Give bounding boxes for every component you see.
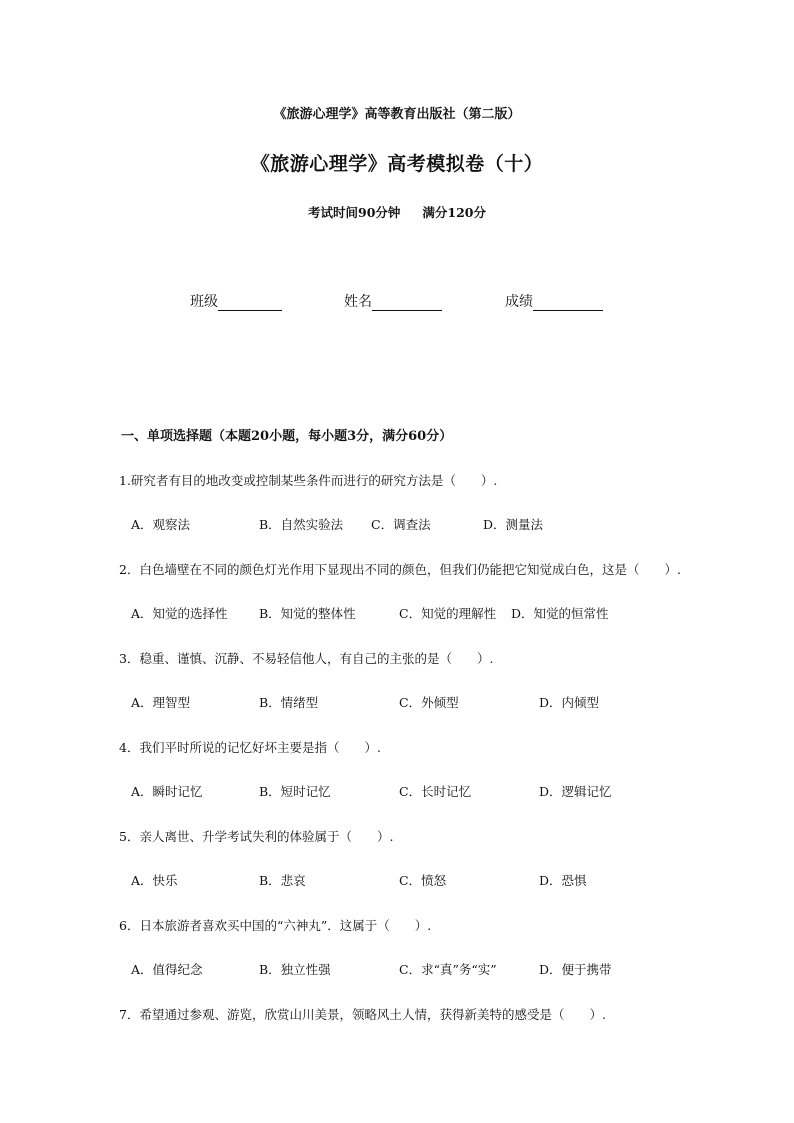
option-d[interactable]: D．知觉的恒常性 bbox=[511, 606, 609, 621]
section-heading: 一、单项选择题（本题20小题，每小题3分，满分60分） bbox=[121, 429, 453, 444]
option-d[interactable]: D．内倾型 bbox=[539, 695, 600, 710]
option-d[interactable]: D．便于携带 bbox=[539, 962, 612, 977]
question-7: 7．希望通过参观、游览，欣赏山川美景，领略风土人情，获得新美特的感受是（ ）. bbox=[119, 1007, 606, 1022]
name-field bbox=[344, 291, 442, 311]
question-5: 5．亲人离世、升学考试失利的体验属于（ ）. bbox=[119, 829, 394, 844]
option-b[interactable]: B．短时记忆 bbox=[259, 784, 331, 799]
exam-info bbox=[0, 203, 794, 221]
question-6: 6．日本旅游者喜欢买中国的“六神丸”．这属于（ ）. bbox=[119, 918, 432, 933]
option-b[interactable]: B．独立性强 bbox=[259, 962, 331, 977]
option-a[interactable]: A．快乐 bbox=[131, 873, 178, 888]
question-1: 1.研究者有目的地改变或控制某些条件而进行的研究方法是（ ）. bbox=[119, 473, 498, 488]
class-field bbox=[190, 291, 282, 311]
score-blank[interactable] bbox=[533, 295, 603, 311]
option-c[interactable]: C．调查法 bbox=[371, 517, 431, 532]
question-3: 3．稳重、谨慎、沉静、不易轻信他人，有自己的主张的是（ ）. bbox=[119, 651, 494, 666]
option-a[interactable]: A．值得纪念 bbox=[131, 962, 203, 977]
option-b[interactable]: B．情绪型 bbox=[259, 695, 319, 710]
score-field bbox=[505, 291, 603, 311]
question-2: 2．白色墙壁在不同的颜色灯光作用下显现出不同的颜色，但我们仍能把它知觉成白色，这是（ ）. bbox=[119, 562, 681, 577]
question-6-options bbox=[131, 960, 691, 978]
option-c[interactable]: C．外倾型 bbox=[399, 695, 459, 710]
question-3-options bbox=[131, 693, 691, 711]
publisher-line: 《旅游心理学》高等教育出版社（第二版） bbox=[273, 107, 521, 122]
option-d[interactable]: D．测量法 bbox=[483, 517, 544, 532]
class-blank[interactable] bbox=[218, 295, 282, 311]
option-c[interactable]: C．长时记忆 bbox=[399, 784, 472, 799]
full-score: 满分120分 bbox=[422, 205, 486, 220]
student-info-fields bbox=[0, 291, 794, 311]
question-2-options bbox=[131, 604, 691, 622]
option-a[interactable]: A．知觉的选择性 bbox=[131, 606, 228, 621]
option-b[interactable]: B．知觉的整体性 bbox=[259, 606, 356, 621]
option-d[interactable]: D．逻辑记忆 bbox=[539, 784, 612, 799]
option-c[interactable]: C．知觉的理解性 bbox=[399, 606, 497, 621]
question-4: 4．我们平时所说的记忆好坏主要是指（ ）. bbox=[119, 740, 381, 755]
name-blank[interactable] bbox=[372, 295, 442, 311]
question-1-options bbox=[131, 515, 691, 533]
class-label: 班级 bbox=[190, 294, 218, 310]
exam-time: 考试时间90分钟 bbox=[308, 205, 401, 220]
option-b[interactable]: B．悲哀 bbox=[259, 873, 306, 888]
option-d[interactable]: D．恐惧 bbox=[539, 873, 587, 888]
option-a[interactable]: A．理智型 bbox=[131, 695, 191, 710]
option-c[interactable]: C．愤怒 bbox=[399, 873, 447, 888]
question-4-options bbox=[131, 782, 691, 800]
option-a[interactable]: A．瞬时记忆 bbox=[131, 784, 203, 799]
name-label: 姓名 bbox=[344, 294, 372, 310]
option-c[interactable]: C．求“真”务“实” bbox=[399, 962, 497, 977]
question-5-options bbox=[131, 871, 691, 889]
option-b[interactable]: B．自然实验法 bbox=[259, 517, 344, 532]
page-title: 《旅游心理学》高考模拟卷（十） bbox=[250, 153, 544, 175]
option-a[interactable]: A．观察法 bbox=[131, 517, 191, 532]
score-label: 成绩 bbox=[505, 294, 533, 310]
